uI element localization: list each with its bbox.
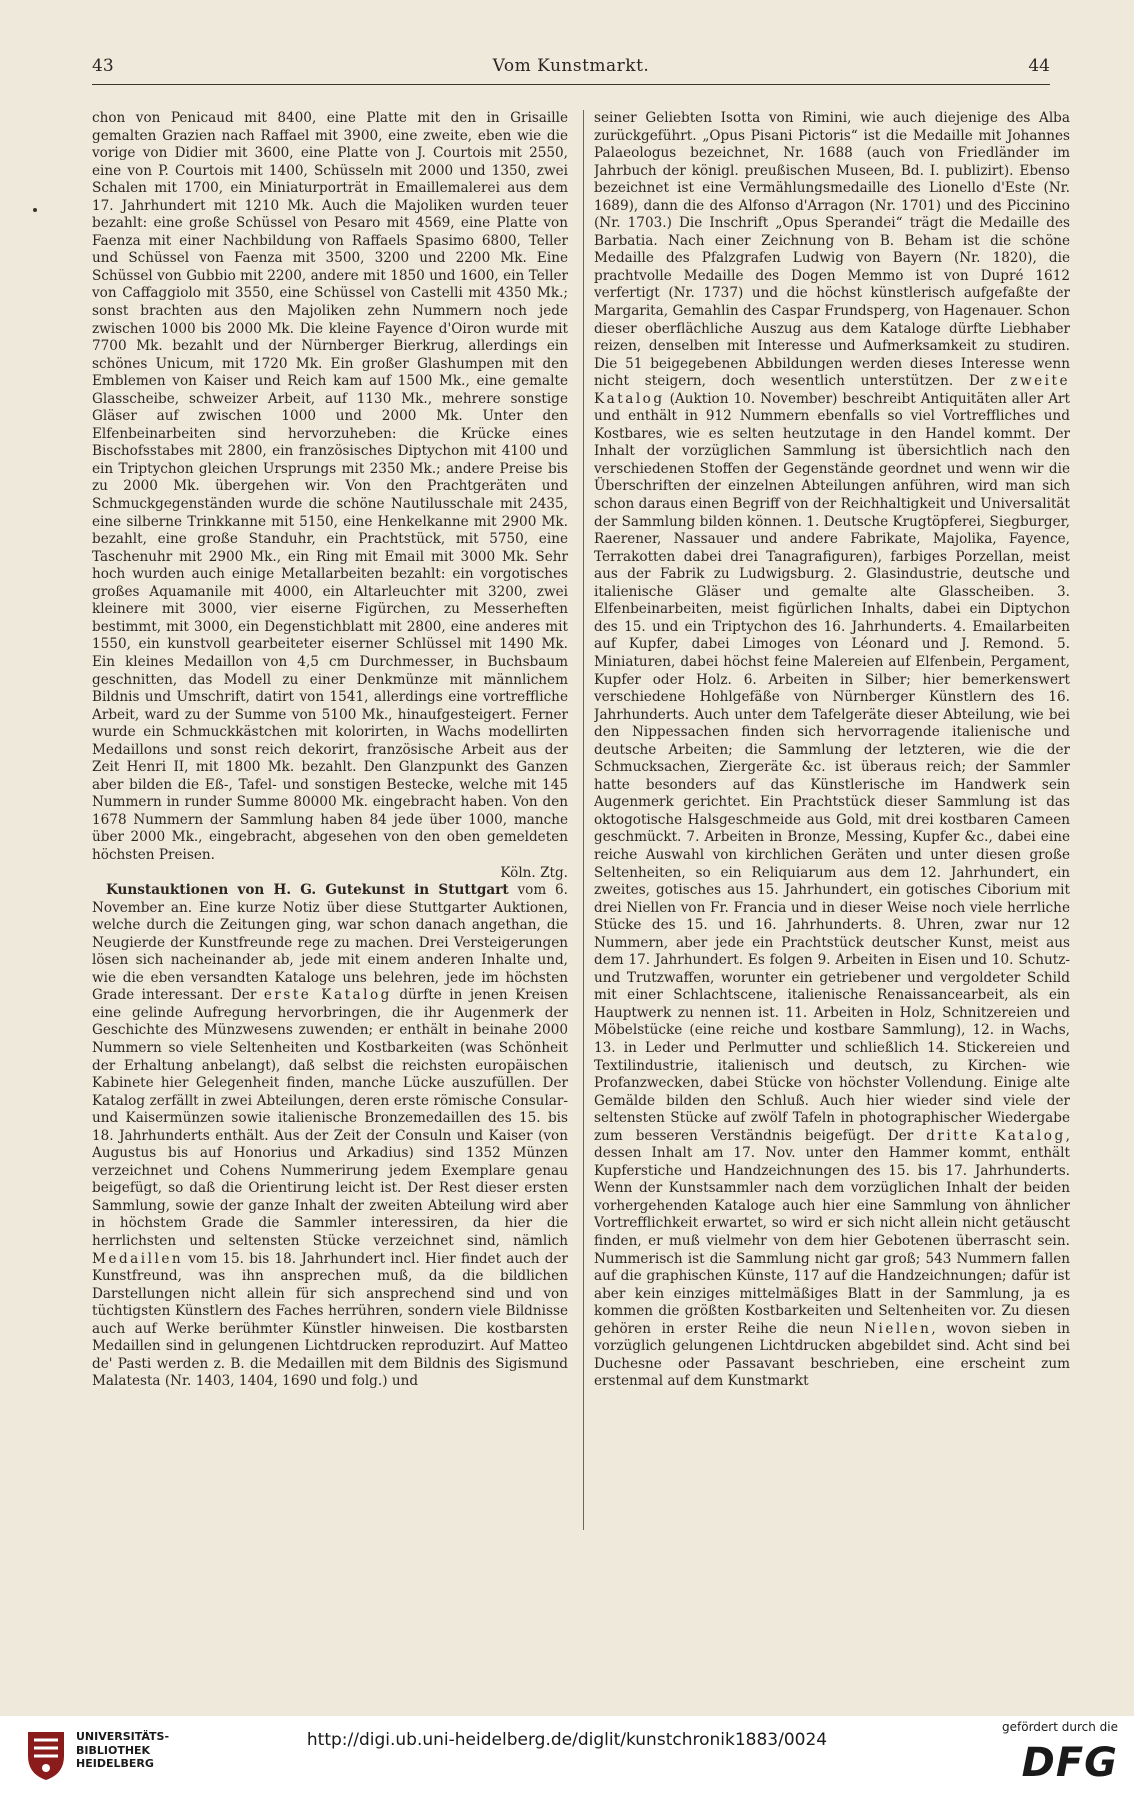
emphasis-spaced: Medaillen <box>92 1250 184 1267</box>
running-title: Vom Kunstmarkt. <box>492 56 650 76</box>
emphasis-spaced: erste Katalog <box>263 987 392 1004</box>
paragraph-text: vom 15. bis 18. Jahrhundert incl. Hier findet auch der Kunstfreund, was ihn ansprechen muß, da die bildlichen Darstellungen nicht allein für sich ansprechend sind und von tüchtigsten Künstlern des Faches herrühren, sondern viele Bildnisse auch auf Werke berühmter Künstler hinweisen. Die kostbarsten Medaillen sind in gelungenen Lichtdrucken reproduzirt. Auf Matteo de' Pasti werden z. B. die Medaillen mit dem Bildnis des Sigismund Malatesta (Nr. 1403, 1404, 1690 und folg.) und <box>92 1250 568 1390</box>
library-name-line: UNIVERSITÄTS- <box>76 1730 170 1743</box>
funded-by-label: gefördert durch die <box>1002 1720 1118 1734</box>
paragraph-auction-cologne <box>92 110 568 882</box>
emphasis-spaced: Niellen <box>864 1320 932 1337</box>
paragraph-text: , dessen Inhalt am 17. Nov. unter den Hammer kommt, enthält Kupferstiche und Handzeichnungen des 15. bis 17. Jahrhunderts. Wenn der Kunstsammler nach dem vorzüglichen Inhalt der beiden vorhergehenden Kataloge auch hier eine Sammlung von ähnlicher Vortrefflichkeit erwartet, so wird er sich nicht allein nicht getäuscht finden, er muß vielmehr von dem hier Gebotenen überrascht sein. Nummerisch ist die Sammlung nicht gar groß; 543 Nummern fallen auf die graphischen Künste, 117 auf die Handzeichnungen; dafür ist aber kein einziges mittelmäßiges Blatt in der Sammlung, ja es kommen die größten Kostbarkeiten und Seltenheiten vor. Zu diesen gehören in erster Reihe die neun <box>594 1127 1070 1337</box>
funding-credit <box>938 1720 1118 1790</box>
paragraph-continued <box>594 110 1070 1391</box>
header-rule <box>92 84 1050 85</box>
paragraph-text: , wovon sieben in vorzüglich gelungenen Lichtdrucken abgebildet sind. Acht sind bei Duchesne oder Passavant beschrieben, eine erscheint zum erstenmal auf dem Kunstmarkt <box>594 1320 1070 1390</box>
paragraph-gutekunst <box>92 882 568 1391</box>
running-head <box>92 56 1050 82</box>
paragraph-text: chon von Penicaud mit 8400, eine Platte mit den in Grisaille gemalten Grazien nach Raffael mit 3900, eine zweite, eben wie die vorige von Didier mit 3600, eine Platte von J. Courtois mit 2550, eine von P. Courtois mit 1400, Schüsseln mit 2000 und 1350, zwei Schalen mit 1700, ein Miniaturporträt in Emaillemalerei aus dem 17. Jahrhundert mit 1210 Mk. Auch die Majoliken wurden teuer bezahlt: eine große Schüssel von Pesaro mit 4569, eine Platte von Faenza mit einer Nachbildung von Raffaels Spasimo 6800, Teller und Schüssel von Faenza mit 3500, 3200 und 2200 Mk. Eine Schüssel von Gubbio mit 2200, andere mit 1850 und 1600, ein Teller von Caffaggiolo mit 3550, eine Schüssel von Castelli mit 4350 Mk.; sonst brachten aus den Majoliken zehn Nummern noch jede zwischen 1000 bis 2000 Mk. Die kleine Fayence d'Oiron wurde mit 7700 Mk. bezahlt und der Nürnberger Bierkrug, allerdings ein schönes Unicum, mit 1720 Mk. Ein großer Glashumpen mit den Emblemen von Kaiser und Reich kam auf 1500 Mk., eine gemalte Glasscheibe, schweizer Arbeit, auf 1130 Mk., mehrere sonstige Gläser auf zwischen 1000 und 2000 Mk. Unter den Elfenbeinarbeiten sind hervorzuheben: die Krücke eines Bischofsstabes mit 2800, ein französisches Diptychon mit 4100 und ein Triptychon gleichen Ursprungs mit 2350 Mk.; andere Preise bis zu 2000 Mk. übergehen wir. Von den Prachtgeräten und Schmuckgegenständen wurde die schöne Nautilusschale mit 2435, eine silberne Trinkkanne mit 5150, eine Henkelkanne mit 2900 Mk. bezahlt, eine große Standuhr, ein Prachtstück, mit 5750, eine Taschenuhr mit 2900 Mk., ein Ring mit Email mit 3000 Mk. Sehr hoch wurden auch einige Metallarbeiten bezahlt: ein vorgotisches großes Aquamanile mit 4000, ein Altarleuchter mit 3200, zwei kleinere mit 3000, vier eiserne Figürchen, zu Messerheften bestimmt, mit 3000, ein Degenstichblatt mit 2800, eine anderes mit 1550, ein kunstvoll gearbeiteter eiserner Schlüssel mit 1490 Mk. Ein kleines Medaillon von 4,5 cm Durchmesser, in Buchsbaum geschnitten, das Modell zu einer Denkmünze mit männlichem Bildnis und Umschrift, datirt von 1541, allerdings eine vortreffliche Arbeit, ward zu der Summe von 5100 Mk., hinaufgesteigert. Ferner wurde ein Schmuckkästchen mit kolorirten, in Wachs modellirten Medaillons und sonst reich dekorirt, französische Arbeit aus der Zeit Henri II, mit 1800 Mk. bezahlt. Den Glanzpunkt des Ganzen aber bilden die Eß-, Tafel- und sonstigen Bestecke, welche mit 145 Nummern in runder Summe 80000 Mk. eingebracht haben. Von den 1678 Nummern der Sammlung haben 84 jede über 1000, manche über 2000 Mk., eingebracht, abgesehen von den oben gemeldeten höchsten Preisen. <box>92 110 568 863</box>
source-signature: Köln. Ztg. <box>500 864 568 881</box>
dfg-logo: DFG <box>1021 1740 1118 1786</box>
right-column <box>594 110 1070 1530</box>
paragraph-text: dürfte in jenen Kreisen eine gelinde Aufregung hervorbringen, die ihr Augenmerk der Geschichte des Münzwesens zuwenden; er enthält in beinahe 2000 Nummern so viele Seltenheiten und Kostbarkeiten (was Schönheit der Erhaltung anbelangt), daß selbst die reichsten europäischen Kabinete hier Gelegenheit finden, manche Lücke auszufüllen. Der Katalog zerfällt in zwei Abteilungen, deren erste römische Consular- und Kaisermünzen sowie italienische Bronzemedaillen des 15. bis 18. Jahrhunderts enthält. Aus der Zeit der Consuln und Kaiser (von Augustus bis auf Honorius und Arkadius) sind 1352 Münzen verzeichnet und Cohens Nummerirung jedem Exemplare genau beigefügt, so daß die Orientirung leicht ist. Der Rest dieser ersten Sammlung, sowie der ganze Inhalt der zweiten Abteilung wird aber in höchstem Grade die Sammler interessiren, da hier die herrlichsten und seltensten Stücke verzeichnet sind, nämlich <box>92 987 568 1249</box>
column-divider <box>583 110 584 1530</box>
paragraph-text: (Auktion 10. November) beschreibt Antiquitäten aller Art und enthält in 912 Nummern ebenfalls so viel Vortreffliches und Kostbares, wie es selten heutzutage in den Handel kommt. Der Inhalt der vorzüglichen Sammlung ist übersichtlich nach den verschiedenen Stoffen der Gegenstände geordnet und wenn wir die Überschriften der einzelnen Abteilungen anführen, wird man sich schon daraus einen Begriff von der Reichhaltigkeit und Universalität der Sammlung bilden können. 1. Deutsche Krugtöpferei, Siegburger, Raerener, Nassauer und andere Fabrikate, Majolika, Fayence, Terrakotten dabei drei Tanagrafiguren), farbiges Porzellan, meist aus der Fabrik zu Ludwigsburg. 2. Glasindustrie, deutsche und italienische Gläser und gemalte alte Glasscheiben. 3. Elfenbeinarbeiten, meist figürlichen Inhalts, dabei ein Diptychon des 15. und ein Triptychon des 16. Jahrhunderts. 4. Emailarbeiten auf Kupfer, dabei Limoges von Léonard und J. Remond. 5. Miniaturen, dabei höchst feine Malereien auf Elfenbein, Pergament, Kupfer oder Holz. 6. Arbeiten in Silber; hier bemerkenswert verschiedene Hohlgefäße von Nürnberger Künstlern des 16. Jahrhunderts. Auch unter dem Tafelgeräte dieser Abteilung, wie bei den Nippessachen finden sich hervorragende italienische und deutsche Arbeiten; die Sammlung der letzteren, wie die der Schmucksachen, Ziergeräte &c. ist überaus reich; der Sammler hatte besonders auf das Künstlerische im Handwerk sein Augenmerk gerichtet. Ein Prachtstück dieser Sammlung ist das oktogotische Halsgeschmeide aus Gold, mit drei kostbaren Cameen geschmückt. 7. Arbeiten in Bronze, Messing, Kupfer &c., dabei eine reiche Auswahl von kirchlichen Geräten und unter diesen große Seltenheiten, so ein Reliquiarum aus dem 12. Jahrhundert, ein zweites, gotisches aus 15. Jahrhundert, ein gotisches Ciborium mit drei Niellen von Fr. Francia und in dieser Weise noch viele herrliche Stücke des 15. und 16. Jahrhunderts. 8. Uhren, zwar nur 12 Nummern, aber jede ein Prachtstück deutscher Kunst, meist aus dem 17. Jahrhundert. Es folgen 9. Arbeiten in Eisen und 10. Schutz- und Trutzwaffen, worunter ein getriebener und vergoldeter Schild mit einer Schlachtscene, italienische Renaissancearbeit, als ein Hauptwerk zu nennen ist. 11. Arbeiten in Holz, Schnitzereien und Möbelstücke (eine reiche und kostbare Sammlung), 12. in Wachs, 13. in Leder und Perlmutter und schließlich 14. Stickereien und Textilindustrie, italienisch und deutsch, zu Kirchen- wie Profanzwecken, dabei Stücke von höchster Vollendung. Einige alte Gemälde bilden den Schluß. Auch hier wieder sind viele der seltensten Stücke auf zwölf Tafeln in photographischer Wiedergabe zum besseren Verständnis beigefügt. Der <box>594 390 1070 1144</box>
page-number-left: 43 <box>92 56 114 76</box>
digitization-footer <box>0 1716 1134 1794</box>
page-number-right: 44 <box>1028 56 1050 76</box>
section-heading: Kunstauktionen von H. G. Gutekunst in Stuttgart <box>106 882 509 899</box>
left-column <box>92 110 568 1530</box>
emphasis-spaced: zweite Katalog <box>594 373 1070 407</box>
library-name-line: BIBLIOTHEK <box>76 1743 151 1757</box>
paragraph-text: seiner Geliebten Isotta von Rimini, wie auch diejenige des Alba zurückgeführt. „Opus Pisani Pictoris“ ist die Medaille mit Johannes Palaeologus bezeichnet, Nr. 1688 (auch von Friedländer im Jahrbuch der königl. preußischen Museen, Bd. I. publizirt). Ebenso bezeichnet ist eine Vermählungsmedaille des Lionello d'Este (Nr. 1689), dann die des Alfonso d'Arragon (Nr. 1701) und des Piccinino (Nr. 1703.) Die Inschrift „Opus Sperandei“ trägt die Medaille des Barbatia. Nach einer Zeichnung von B. Beham ist die schöne Medaille des Pfalzgrafen Ludwig von Bayern (Nr. 1820), die prachtvolle Medaille des Dogen Memmo ist von Dupré 1612 verfertigt (Nr. 1737) und die höchst künstlerisch aufgefaßte der Margarita, Gemahlin des Caspar Frundsperg, von Hagenauer. Schon dieser oberflächliche Auszug aus dem Kataloge dürfte Liebhaber reizen, denselben mit Interesse und Aufmerksamkeit zu studiren. Die 51 beigegebenen Abbildungen werden dieses Interesse wenn nicht steigern, doch wesentlich unterstützen. Der <box>594 110 1070 390</box>
paragraph-text: vom 6. November an. Eine kurze Notiz über diese Stuttgarter Auktionen, welche durch die Zeitungen ging, war schon danach angethan, die Neugierde der Kunstfreunde rege zu machen. Drei Versteigerungen lösen sich nacheinander ab, jede mit einem anderen Inhalte und, wie die eben versandten Kataloge uns belehren, jede im höchsten Grade interessant. Der <box>92 882 568 1004</box>
permalink-url[interactable]: http://digi.ub.uni-heidelberg.de/diglit/kunstchronik1883/0024 <box>306 1730 828 1750</box>
library-name-line: HEIDELBERG <box>76 1757 154 1770</box>
margin-mark <box>33 208 37 212</box>
emphasis-spaced: dritte Katalog <box>926 1127 1066 1144</box>
